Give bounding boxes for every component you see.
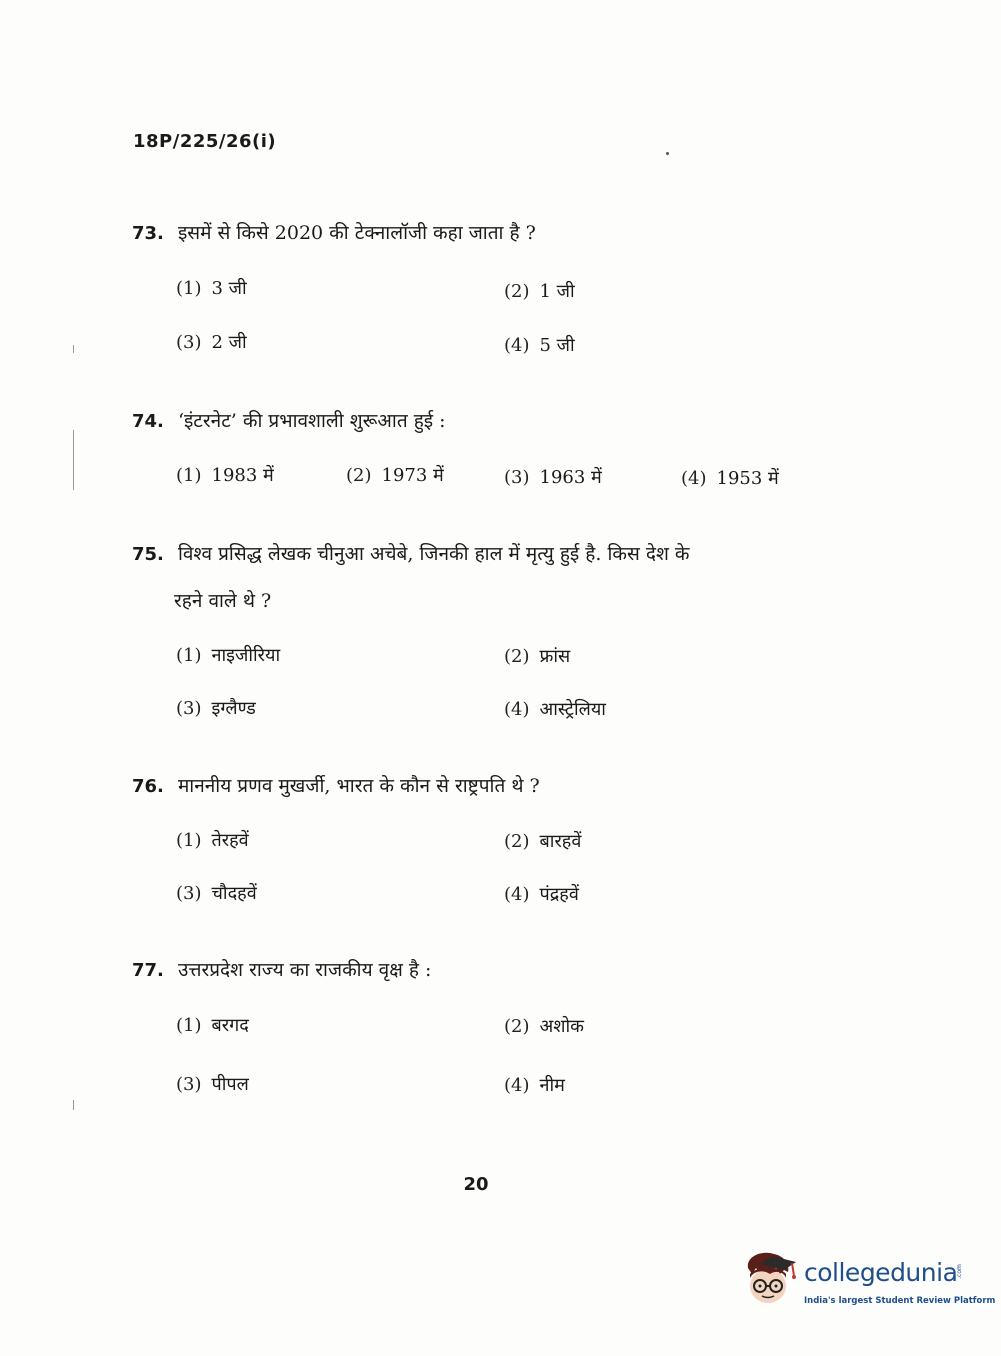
question-text: उत्तरप्रदेश राज्य का राजकीय वृक्ष है : xyxy=(177,959,432,981)
question-text: ‘इंटरनेट’ की प्रभावशाली शुरूआत हुई : xyxy=(177,410,446,432)
option-4 xyxy=(504,697,606,721)
scan-speck xyxy=(666,152,669,155)
option-1 xyxy=(176,463,274,487)
option-text: 1963 में xyxy=(539,467,602,488)
question-text: इसमें से किसे 2020 की टेक्नालॉजी कहा जाता है ? xyxy=(177,222,536,244)
option-4 xyxy=(504,333,575,357)
option-text: पीपल xyxy=(211,1074,249,1095)
option-number: (4) xyxy=(504,884,530,905)
question-text: विश्व प्रसिद्ध लेखक चीनुआ अचेबे, जिनकी हाल में मृत्यु हुई है. किस देश के xyxy=(177,543,690,565)
margin-mark xyxy=(73,430,74,490)
option-2 xyxy=(504,1014,584,1038)
question-73 xyxy=(132,210,852,257)
option-text: पंद्रहवें xyxy=(539,884,579,905)
option-1 xyxy=(176,643,280,667)
option-text: नीम xyxy=(539,1075,565,1096)
option-3 xyxy=(176,696,256,720)
option-3 xyxy=(176,1072,249,1096)
option-number: (2) xyxy=(504,281,530,302)
brand-tagline: India's largest Student Review Platform xyxy=(804,1296,996,1306)
option-number: (1) xyxy=(176,1015,202,1036)
option-text: 1953 में xyxy=(716,468,779,489)
question-number: 77. xyxy=(132,960,164,981)
option-number: (2) xyxy=(504,646,530,667)
option-number: (3) xyxy=(176,332,202,353)
question-75 xyxy=(132,531,852,624)
option-text: आस्ट्रेलिया xyxy=(539,699,606,720)
brand-domain: .com xyxy=(955,1264,963,1279)
option-1 xyxy=(176,828,249,852)
question-76 xyxy=(132,763,852,810)
option-2 xyxy=(346,463,444,487)
question-number: 73. xyxy=(132,223,164,244)
option-number: (2) xyxy=(504,831,530,852)
option-text: 2 जी xyxy=(211,332,247,353)
question-number: 74. xyxy=(132,411,164,432)
collegedunia-logo xyxy=(740,1248,996,1316)
option-number: (2) xyxy=(346,465,372,486)
option-text: बारहवें xyxy=(539,831,582,852)
question-number: 75. xyxy=(132,544,164,565)
page-number: 20 xyxy=(463,1174,489,1195)
option-2 xyxy=(504,279,575,303)
option-text: नाइजीरिया xyxy=(211,645,281,666)
option-3 xyxy=(176,330,247,354)
question-77 xyxy=(132,947,852,994)
question-text-continued: रहने वाले थे ? xyxy=(174,590,272,612)
option-number: (1) xyxy=(176,645,202,666)
option-number: (1) xyxy=(176,465,202,486)
option-text: 5 जी xyxy=(539,335,575,356)
option-2 xyxy=(504,644,570,668)
option-number: (3) xyxy=(176,1074,202,1095)
option-number: (2) xyxy=(504,1016,530,1037)
option-3 xyxy=(504,465,602,489)
option-2 xyxy=(504,829,581,853)
question-text: माननीय प्रणव मुखर्जी, भारत के कौन से राष्ट्रपति थे ? xyxy=(177,775,540,797)
option-text: इग्लैण्ड xyxy=(211,698,256,719)
option-text: बरगद xyxy=(211,1015,249,1036)
option-text: 3 जी xyxy=(211,278,247,299)
option-number: (3) xyxy=(176,698,202,719)
paper-code: 18P/225/26(i) xyxy=(133,131,277,152)
option-text: 1 जी xyxy=(539,281,575,302)
option-4 xyxy=(681,466,779,490)
option-1 xyxy=(176,276,247,300)
margin-mark xyxy=(73,345,74,353)
option-number: (1) xyxy=(176,278,202,299)
option-number: (4) xyxy=(681,468,707,489)
option-number: (1) xyxy=(176,830,202,851)
question-74 xyxy=(132,398,852,445)
option-number: (3) xyxy=(504,467,530,488)
option-text: 1983 में xyxy=(211,465,274,486)
option-1 xyxy=(176,1013,249,1037)
option-number: (4) xyxy=(504,335,530,356)
option-number: (4) xyxy=(504,699,530,720)
brand-name: collegedunia xyxy=(804,1258,958,1287)
option-4 xyxy=(504,1073,565,1097)
option-number: (3) xyxy=(176,883,202,904)
option-text: फ्रांस xyxy=(539,646,571,667)
option-text: चौदहवें xyxy=(211,883,257,904)
option-4 xyxy=(504,882,579,906)
option-text: तेरहवें xyxy=(211,830,249,851)
margin-mark xyxy=(73,1100,74,1110)
student-mascot-icon xyxy=(740,1248,800,1308)
option-text: अशोक xyxy=(539,1016,584,1037)
option-text: 1973 में xyxy=(381,465,444,486)
question-number: 76. xyxy=(132,776,164,797)
option-number: (4) xyxy=(504,1075,530,1096)
option-3 xyxy=(176,881,257,905)
